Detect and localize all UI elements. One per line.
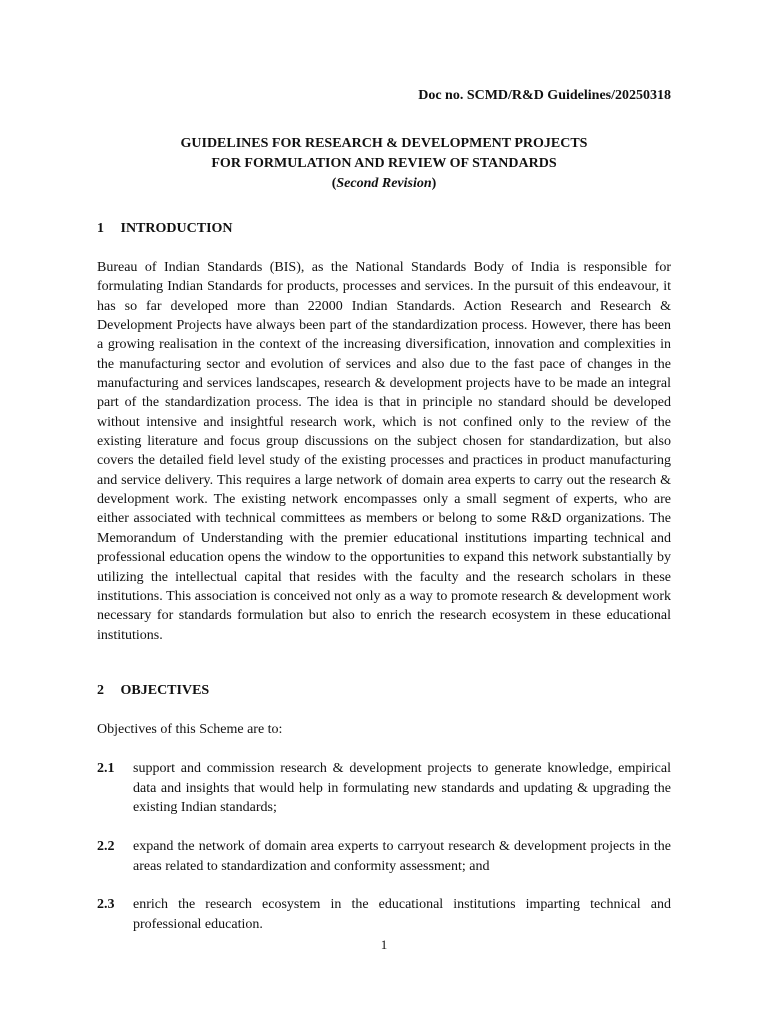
objective-number: 2.3: [97, 897, 115, 912]
objective-text: enrich the research ecosystem in the educational institutions imparting technical and professional education.: [133, 897, 671, 932]
objective-number: 2.2: [97, 839, 115, 854]
objective-text: expand the network of domain area experts to carryout research & development projects in the areas related to standardization and conformity assessment; and: [133, 839, 671, 874]
revision-text: Second Revision: [336, 176, 432, 191]
page-number: 1: [380, 937, 388, 952]
introduction-paragraph: Bureau of Indian Standards (BIS), as the National Standards Body of India is responsible for formulating Indian Standards for products, processes and services. In the pursuit of this endeavour, it has so far developed more than 22000 Indian Standards. Action Research and Research & Development Projects have always been part of the standardization process. However, there has been a growing realisation in the context of the increasing diversification, innovation and complexities in the manufacturing sector and evolution of services and also due to the fast pace of changes in the manufacturing and services landscapes, research & development projects have to be made an integral part of the standardization process. The idea is that in principle no standard should be developed without intensive and insightful research work, which is not confined only to the review of the existing literature and focus group discussions on the subject chosen for standardization, but also covers the detailed field level study of the existing processes and practices in product manufacturing and service delivery. This requires a large network of domain area experts to carry out the research & development work. The existing network encompasses only a small segment of experts, who are either associated with technical committees as members or belong to some R&D organizations. The Memorandum of Understanding with the premier educational institutions imparting technical and professional education opens the window to the opportunities to expand this network substantially by utilizing the intellectual capital that resides with the faculty and the research scholars in these institutions. This association is conceived not only as a way to promote research & development work necessary for standards formulation but also to enrich the research ecosystem in these educational institutions.: [97, 260, 671, 643]
section-title: INTRODUCTION: [120, 221, 233, 236]
objective-item: [97, 837, 671, 876]
section-heading-introduction: [97, 221, 233, 237]
section-number: 1: [97, 221, 104, 236]
title-revision: [0, 174, 768, 194]
objectives-intro: Objectives of this Scheme are to:: [97, 722, 283, 737]
document-number: Doc no. SCMD/R&D Guidelines/20250318: [418, 88, 671, 103]
revision-open-paren: (: [331, 176, 337, 191]
objective-item: [97, 895, 671, 934]
section-number: 2: [97, 683, 104, 698]
objective-text: support and commission research & development projects to generate knowledge, empirical data and insights that would help in formulating new standards and updating & upgrading the existing Indian standards;: [133, 761, 671, 815]
section-heading-objectives: [97, 683, 209, 699]
section-title: OBJECTIVES: [120, 683, 210, 698]
title-line-2: FOR FORMULATION AND REVIEW OF STANDARDS: [211, 156, 557, 171]
document-title: [0, 134, 768, 194]
objective-item: [97, 759, 671, 818]
revision-close-paren: ): [431, 176, 437, 191]
title-line-1: GUIDELINES FOR RESEARCH & DEVELOPMENT PROJECTS: [180, 136, 588, 151]
objective-number: 2.1: [97, 761, 115, 776]
